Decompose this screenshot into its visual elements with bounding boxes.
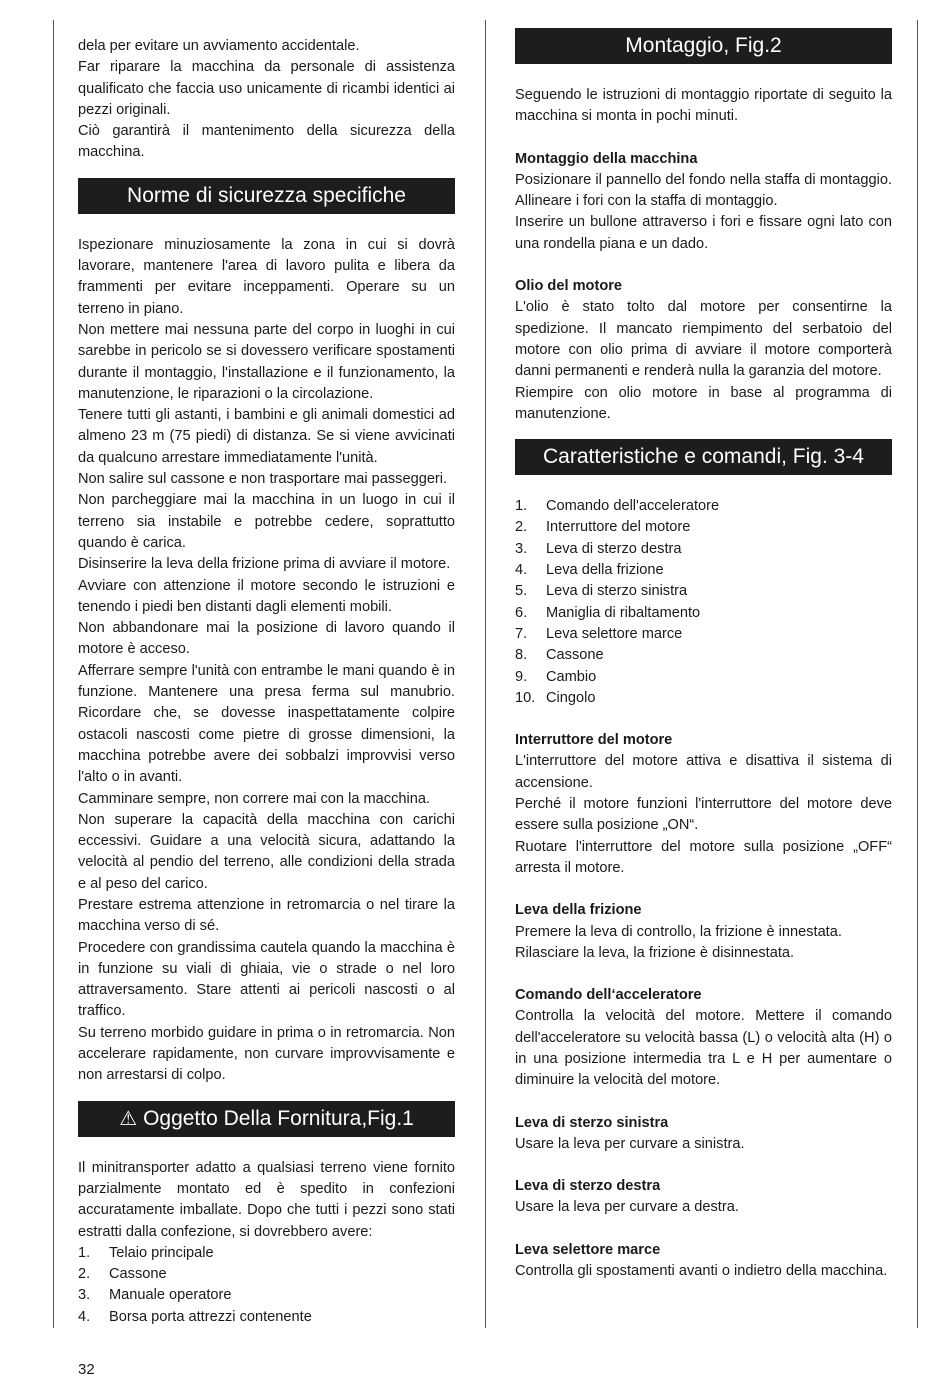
list-text: Manuale operatore <box>109 1287 232 1304</box>
column-divider <box>485 20 486 1328</box>
list-number: 7. <box>515 625 528 642</box>
list-text: Maniglia di ribaltamento <box>546 604 701 621</box>
list-text: Cambio <box>546 668 597 685</box>
intro-paragraph: Ciò garantirà il mantenimento della sicurezza della macchina. <box>78 123 455 161</box>
list-text: Borsa porta attrezzi contenente <box>109 1308 312 1325</box>
list-text: Leva selettore marce <box>546 625 683 642</box>
engine-switch-text: Perché il motore funzioni l'interruttore del motore deve essere sulla posizione „ON“. <box>515 796 892 834</box>
list-item <box>515 517 892 538</box>
list-number: 10. <box>515 689 536 706</box>
safety-paragraph: Non parcheggiare mai la macchina in un luogo in cui il terreno sia instabile e potrebbe cedere, soprattutto quando è carica. <box>78 492 455 551</box>
list-number: 6. <box>515 604 528 621</box>
list-item <box>515 645 892 666</box>
safety-paragraph: Avviare con attenzione il motore secondo le istruzioni e tenendo i piedi ben distanti dagli elementi mobili. <box>78 577 455 615</box>
assembly-intro: Seguendo le istruzioni di montaggio riportate di seguito la macchina si monta in pochi minuti. <box>515 87 892 125</box>
throttle-text: Controlla la velocità del motore. Mettere il comando dell'acceleratore su velocità bassa (L) o velocità alta (H) o in una posizione intermedia tra L e H per aumentare o diminuire la velocità del motore. <box>515 1008 892 1089</box>
list-item <box>515 688 892 709</box>
list-item <box>515 624 892 645</box>
engine-oil-text: L'olio è stato tolto dal motore per consentirne la spedizione. Il mancato riempimento del serbatoio del motore con olio prima di avviare il motore comporterà danni permanenti e renderà nulla la garanzia del motore. <box>515 299 892 380</box>
list-text: Telaio principale <box>109 1244 214 1261</box>
clutch-lever-heading: Leva della frizione <box>515 902 642 919</box>
list-item <box>515 581 892 602</box>
safety-paragraph: Ispezionare minuziosamente la zona in cui si dovrà lavorare, mantenere l'area di lavoro pulita e libera da frammenti per evitare inceppamenti. Operare su un terreno in piano. <box>78 236 455 317</box>
list-item <box>78 1307 455 1328</box>
features-list <box>515 496 892 709</box>
list-text: Leva della frizione <box>546 562 664 579</box>
left-steer-heading: Leva di sterzo sinistra <box>515 1114 669 1131</box>
engine-oil-heading: Olio del motore <box>515 278 623 295</box>
right-margin-rule <box>917 20 918 1328</box>
supply-section-title-text: Oggetto Della Fornitura,Fig.1 <box>143 1106 414 1130</box>
supply-intro: Il minitransporter adatto a qualsiasi terreno viene fornito parzialmente montato ed è spedito in confezioni accuratamente imballate. Dopo che tutti i pezzi sono stati estratti dalla confezione, si dovrebbero avere: <box>78 1159 455 1240</box>
safety-paragraph: Non salire sul cassone e non trasportare mai passeggeri. <box>78 471 448 488</box>
left-steer-text: Usare la leva per curvare a sinistra. <box>515 1135 745 1152</box>
list-item <box>78 1285 455 1306</box>
safety-paragraph: Tenere tutti gli astanti, i bambini e gli animali domestici ad almeno 23 m (75 piedi) di distanza. Se si viene avvicinati da qualcuno arrestare immediatamente l'unità. <box>78 407 455 466</box>
right-column <box>515 28 892 1282</box>
list-number: 8. <box>515 647 528 664</box>
clutch-lever-text: Premere la leva di controllo, la frizione è innestata. <box>515 923 842 940</box>
list-text: Leva di sterzo destra <box>546 540 682 557</box>
list-number: 1. <box>78 1244 91 1261</box>
safety-paragraph: Non mettere mai nessuna parte del corpo in luoghi in cui sarebbe in pericolo se si dovessero verificare spostamenti durante il montaggio, l'installazione e il funzionamento, la manutenzione, le riparazioni o la circolazione. <box>78 321 455 402</box>
list-number: 3. <box>515 540 528 557</box>
assembly-section-title: Montaggio, Fig.2 <box>515 28 892 64</box>
list-item <box>78 1264 455 1285</box>
list-number: 4. <box>78 1308 91 1325</box>
safety-paragraph: Procedere con grandissima cautela quando la macchina è in funzione su viali di ghiaia, vie o strade o nel loro attraversamento. Stare attenti ai pericoli nascosti o al traffico. <box>78 939 455 1020</box>
list-item <box>515 560 892 581</box>
right-steer-heading: Leva di sterzo destra <box>515 1178 661 1195</box>
list-text: Cingolo <box>546 689 596 706</box>
features-section-title: Caratteristiche e comandi, Fig. 3-4 <box>515 439 892 475</box>
throttle-heading: Comando dell‘acceleratore <box>515 987 702 1004</box>
list-number: 2. <box>78 1266 91 1283</box>
supply-list <box>78 1243 455 1328</box>
safety-section-title: Norme di sicurezza specifiche <box>78 178 455 214</box>
list-text: Interruttore del motore <box>546 519 691 536</box>
engine-oil-text: Riempire con olio motore in base al programma di manutenzione. <box>515 384 892 422</box>
safety-paragraph: Non superare la capacità della macchina con carichi eccessivi. Guidare a una velocità sicura, adattando la velocità al pendio del terreno, alle condizioni della strada e al peso del carico. <box>78 811 455 892</box>
machine-assembly-text: Posizionare il pannello del fondo nella staffa di montaggio. Allineare i fori con la staffa di montaggio. <box>515 171 892 210</box>
page-number: 32 <box>78 1361 95 1378</box>
left-margin-rule <box>53 20 54 1328</box>
warning-triangle-icon: ⚠ <box>119 1107 138 1130</box>
gear-lever-text: Controlla gli spostamenti avanti o indietro della macchina. <box>515 1263 888 1280</box>
safety-paragraph: Afferrare sempre l'unità con entrambe le mani quando è in funzione. Mantenere una presa ferma sul manubrio. Ricordare che, se dovesse inaspettatamente colpire ostacoli nascosti come pietre di grosse dimensioni, la macchina potrebbe avere dei sobbalzi improvvisi verso l'alto o in avanti. <box>78 662 455 786</box>
safety-paragraph: Disinserire la leva della frizione prima di avviare il motore. <box>78 556 451 573</box>
left-column <box>78 36 455 1328</box>
safety-paragraph: Camminare sempre, non correre mai con la macchina. <box>78 790 431 807</box>
right-steer-text: Usare la leva per curvare a destra. <box>515 1199 739 1216</box>
safety-paragraph: Prestare estrema attenzione in retromarcia o nel tirare la macchina verso di sé. <box>78 896 455 935</box>
list-text: Cassone <box>109 1266 167 1283</box>
supply-section-title <box>78 1101 455 1137</box>
list-number: 9. <box>515 668 528 685</box>
gear-lever-heading: Leva selettore marce <box>515 1241 661 1258</box>
list-number: 1. <box>515 498 528 515</box>
clutch-lever-text: Rilasciare la leva, la frizione è disinnestata. <box>515 944 795 961</box>
list-number: 2. <box>515 519 528 536</box>
list-number: 4. <box>515 562 528 579</box>
engine-switch-text: L'interruttore del motore attiva e disattiva il sistema di accensione. <box>515 753 892 791</box>
list-item <box>515 496 892 517</box>
list-text: Leva di sterzo sinistra <box>546 583 688 600</box>
engine-switch-heading: Interruttore del motore <box>515 732 673 749</box>
list-item <box>78 1243 455 1264</box>
list-item <box>515 539 892 560</box>
intro-paragraph: Far riparare la macchina da personale di assistenza qualificato che faccia uso unicamente di ricambi identici ai pezzi originali. <box>78 59 455 118</box>
machine-assembly-heading: Montaggio della macchina <box>515 150 698 167</box>
machine-assembly-text: Inserire un bullone attraverso i fori e fissare ogni lato con una rondella piana e un dado. <box>515 214 892 252</box>
safety-paragraph: Non abbandonare mai la posizione di lavoro quando il motore è acceso. <box>78 620 455 658</box>
safety-rules <box>78 235 455 1087</box>
list-number: 5. <box>515 583 528 600</box>
intro-paragraph: dela per evitare un avviamento accidentale. <box>78 38 360 54</box>
engine-switch-text: Ruotare l'interruttore del motore sulla posizione „OFF“ arresta il motore. <box>515 838 892 876</box>
list-text: Cassone <box>546 647 604 664</box>
list-item <box>515 603 892 624</box>
list-number: 3. <box>78 1287 91 1304</box>
list-item <box>515 667 892 688</box>
safety-paragraph: Su terreno morbido guidare in prima o in retromarcia. Non accelerare rapidamente, non curvare improvvisamente e non arrestarsi di colpo. <box>78 1024 455 1084</box>
list-text: Comando dell'acceleratore <box>546 498 720 515</box>
